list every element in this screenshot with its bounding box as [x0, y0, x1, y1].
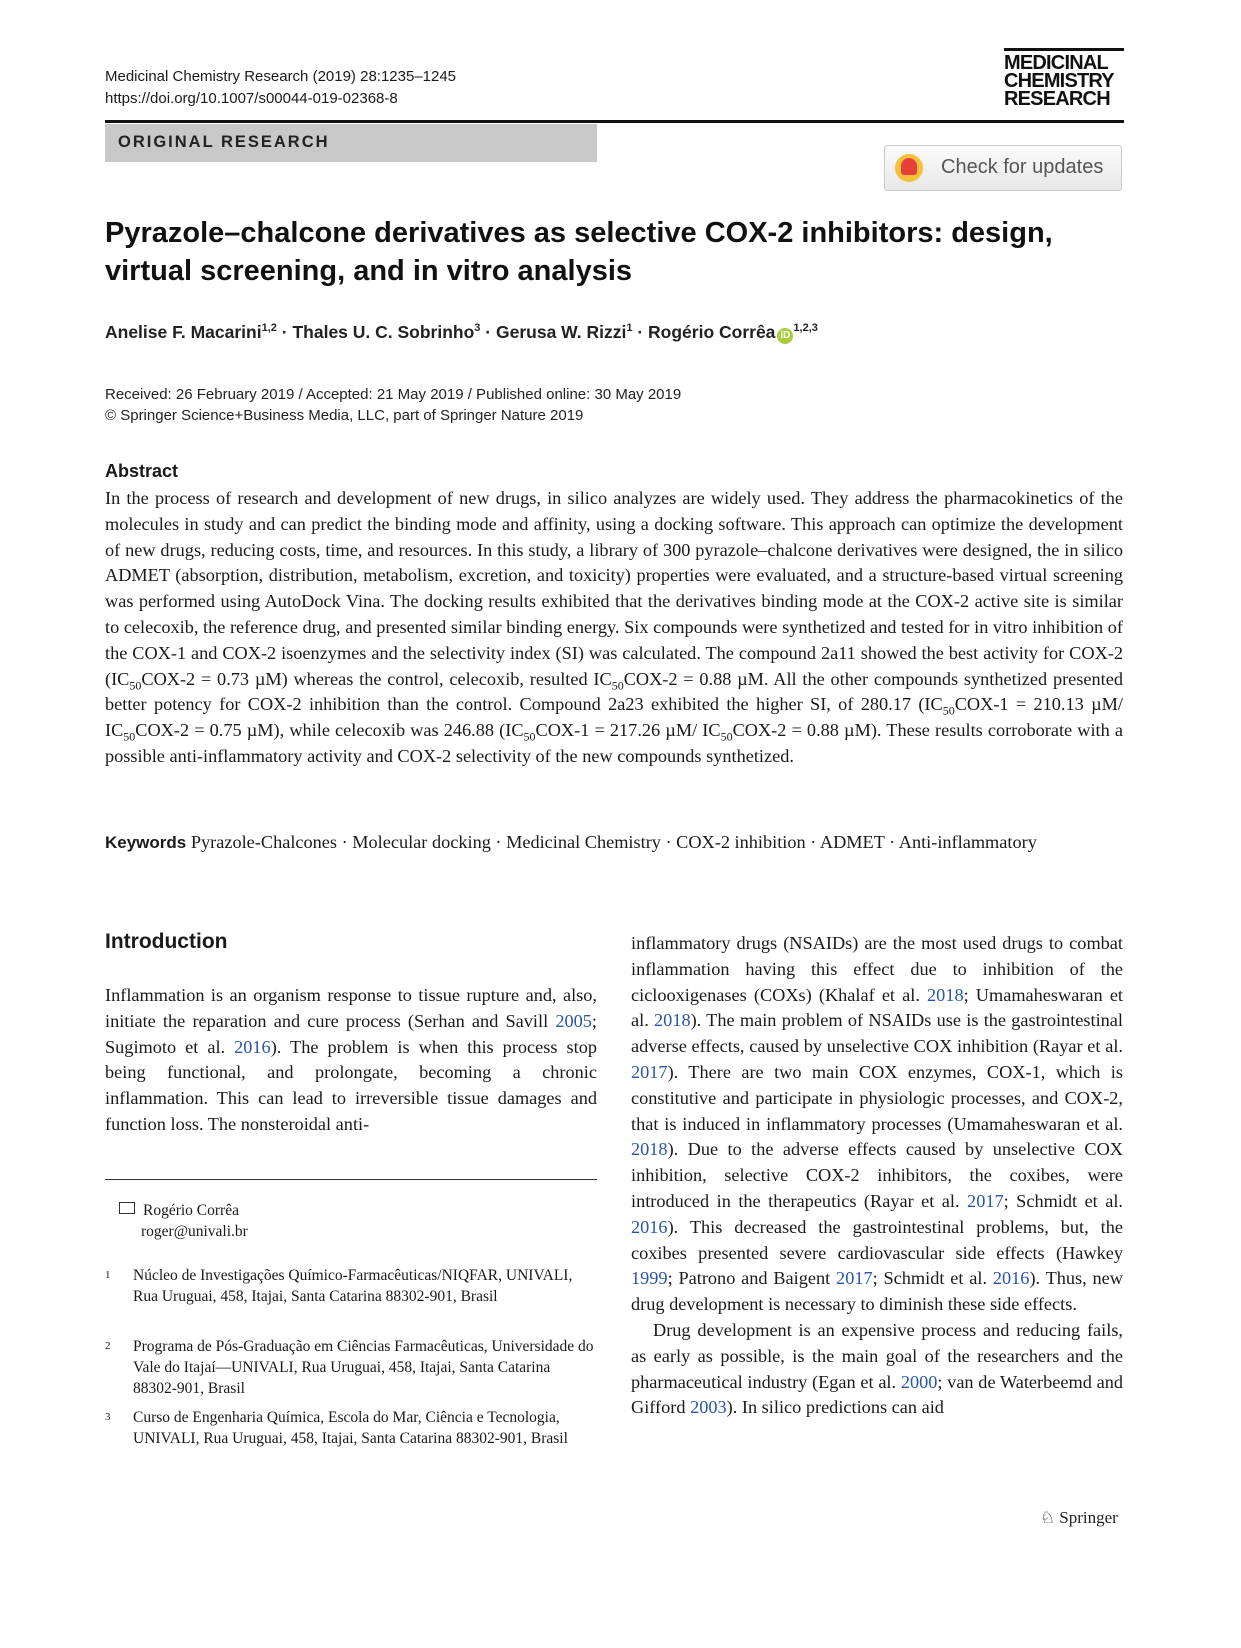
- logo-rule: [1004, 48, 1124, 51]
- affiliation-footnote: [105, 1265, 597, 1307]
- author-name[interactable]: Thales U. C. Sobrinho: [292, 322, 475, 342]
- logo-word-1: MEDICINAL: [1004, 52, 1108, 74]
- author-separator: ·: [485, 322, 492, 342]
- intro-left-column: [105, 983, 597, 1138]
- body-text: ). The main problem of NSAIDs use is the gastrointestinal adverse effects, caused by unselective COX inhibition (Rayar et al.: [631, 1010, 1123, 1057]
- citation-link[interactable]: 2005: [555, 1010, 592, 1031]
- corresponding-email[interactable]: roger@univali.br: [141, 1223, 248, 1240]
- abstract-text: COX-2 = 0.88 µM. All the other compounds synthetized presented better potency for COX-2 inhibition than the control. Compound 2a23 exhibited the higher SI, of 280.17 (IC: [105, 668, 1123, 715]
- author-separator: ·: [637, 322, 644, 342]
- footnote-text: Curso de Engenharia Química, Escola do Mar, Ciência e Tecnologia, UNIVALI, Rua Uruguai, 458, Itajai, Santa Catarina 88302-901, Brasil: [133, 1409, 568, 1447]
- affiliation-footnote: [105, 1407, 597, 1449]
- author-affiliation: 3: [474, 322, 481, 335]
- body-text: ; Patrono and Baigent: [667, 1268, 837, 1289]
- footnote-text: Núcleo de Investigações Químico-Farmacêuticas/NIQFAR, UNIVALI, Rua Uruguai, 458, Itajai, Santa Catarina 88302-901, Brasil: [133, 1267, 573, 1305]
- citation-link[interactable]: 2017: [836, 1268, 873, 1289]
- body-text: ). There are two main COX enzymes, COX-1, which is constitutive and participate in physiologic processes, and COX-2, that is induced in inflammatory processes (Umamaheswaran et al.: [631, 1061, 1123, 1134]
- keywords: [105, 830, 1065, 856]
- envelope-icon: [119, 1202, 135, 1214]
- header-rule: [105, 120, 1124, 123]
- journal-citation: [105, 66, 456, 110]
- body-text: ; Schmidt et al.: [872, 1268, 993, 1289]
- body-text: ). The problem is when this process stop being functional, and prolongate, becoming a chronic inflammation. This can lead to irreversible tissue damages and function loss. The nonsteroidal anti-: [105, 1036, 597, 1134]
- footnote-number: 3: [105, 1411, 111, 1423]
- body-text: inflammatory drugs (NSAIDs) are the most used drugs to combat inflammation having this effect due to inhibition of the ciclooxigenases (COXs) (Khalaf et al.: [631, 933, 1123, 1005]
- citation-link[interactable]: 2016: [631, 1216, 668, 1237]
- body-text: ). Due to the adverse effects caused by unselective COX inhibition, selective COX-2 inhibitors, the coxibes, were introduced in the therapeutics (Rayar et al.: [631, 1139, 1123, 1211]
- corresponding-author: [105, 1200, 597, 1242]
- abstract-text: COX-1 = 217.26 µM/ IC: [535, 720, 721, 741]
- footnote-number: 1: [105, 1269, 111, 1281]
- introduction-heading: Introduction: [105, 930, 228, 953]
- body-text: ). This decreased the gastrointestinal problems, but, the coxibes presented severe cardiovascular side effects (Hawkey: [631, 1216, 1123, 1263]
- author-affiliation: 1,2,3: [793, 322, 818, 335]
- journal-logo: [1004, 48, 1124, 108]
- abstract-text: COX-2 = 0.75 µM), while celecoxib was 246.88 (IC: [135, 720, 524, 741]
- keywords-label: Keywords: [105, 833, 187, 852]
- abstract-text: COX-2 = 0.88 µM). These results corroborate with a possible anti-inflammatory activity and COX-2 selectivity of the new compounds synthetized.: [105, 720, 1123, 766]
- intro-right-column: [631, 931, 1123, 1421]
- body-text: Drug development is an expensive process and reducing fails, as early as possible, is the main goal of the researchers and the pharmaceutical industry (Egan et al.: [631, 1319, 1123, 1392]
- abstract-text: COX-2 = 0.73 µM) whereas the control, celecoxib, resulted IC: [141, 668, 612, 689]
- check-for-updates-label: Check for updates: [941, 156, 1104, 178]
- publisher-logo: [1040, 1508, 1118, 1528]
- body-text: Inflammation is an organism response to tissue rupture and, also, initiate the reparation and cure process (Serhan and Savill: [105, 985, 597, 1031]
- author-separator: ·: [281, 322, 288, 342]
- logo-word-2: CHEMISTRY: [1004, 70, 1114, 92]
- publication-dates: [105, 384, 681, 426]
- citation-link[interactable]: 2017: [967, 1190, 1004, 1211]
- author-name[interactable]: Anelise F. Macarini: [105, 322, 262, 342]
- footnote-number: 2: [105, 1340, 111, 1352]
- body-text: ). Thus, new drug development is necessary to diminish these side effects.: [631, 1268, 1123, 1315]
- title-line-1: Pyrazole–chalcone derivatives as selective COX-2 inhibitors: design,: [105, 217, 1053, 249]
- copyright-line: © Springer Science+Business Media, LLC, part of Springer Nature 2019: [105, 407, 584, 424]
- subscript: 50: [611, 678, 624, 693]
- keywords-list: Pyrazole-Chalcones · Molecular docking · Medicinal Chemistry · COX-2 inhibition · ADMET · Anti-inflammatory: [190, 832, 1037, 852]
- abstract-text: In the process of research and development of new drugs, in silico analyzes are widely used. They address the pharmacokinetics of the molecules in study and can predict the binding mode and affinity, using a docking software. This approach can optimize the development of new drugs, reducing costs, time, and resources. In this study, a library of 300 pyrazole–chalcone derivatives were designed, the in silico ADMET (absorption, distribution, metabolism, excretion, and toxicity) properties were evaluated, and a structure-based virtual screening was performed using AutoDock Vina. The docking results exhibited that the derivatives binding mode at the COX-2 active site is similar to celecoxib, the reference drug, and presented similar binding energy. Six compounds were synthetized and tested for in vitro inhibition of the COX-1 and COX-2 isoenzymes and the selectivity index (SI) was calculated. The compound 2a11 showed the best activity for COX-2 (IC: [105, 488, 1123, 689]
- citation-link[interactable]: 2018: [654, 1010, 691, 1031]
- orcid-icon[interactable]: iD: [777, 328, 793, 344]
- logo-word-3: RESEARCH: [1004, 88, 1110, 110]
- subscript: 50: [123, 729, 136, 744]
- author-affiliation: 1: [626, 322, 633, 335]
- author-name[interactable]: Rogério Corrêa: [648, 322, 776, 342]
- article-title: [105, 214, 1065, 290]
- author-affiliation: 1,2: [261, 322, 277, 335]
- citation-link[interactable]: 2017: [631, 1061, 668, 1082]
- publisher-name: Springer: [1059, 1508, 1118, 1527]
- corresponding-name: Rogério Corrêa: [143, 1202, 239, 1219]
- check-for-updates-button[interactable]: [884, 145, 1122, 191]
- doi-link[interactable]: https://doi.org/10.1007/s00044-019-02368-8: [105, 90, 398, 107]
- paragraph: [631, 931, 1123, 1318]
- author-name[interactable]: Gerusa W. Rizzi: [496, 322, 627, 342]
- citation-link[interactable]: 2000: [900, 1371, 938, 1392]
- subscript: 50: [129, 678, 142, 693]
- body-text: ). In silico predictions can aid: [726, 1397, 944, 1418]
- title-line-2: virtual screening, and in vitro analysis: [105, 255, 633, 287]
- subscript: 50: [720, 729, 733, 744]
- citation-link[interactable]: 1999: [631, 1268, 668, 1289]
- crossmark-icon: [895, 154, 923, 182]
- body-text: ; van de Waterbeemd and Gifford: [631, 1371, 1123, 1418]
- subscript: 50: [523, 729, 536, 744]
- affiliation-footnote: [105, 1336, 597, 1399]
- body-text: ; Umamaheswaran et al.: [631, 984, 1124, 1031]
- abstract-heading: Abstract: [105, 461, 179, 481]
- citation-link[interactable]: 2016: [992, 1268, 1030, 1289]
- abstract-text: COX-1 = 210.13 µM/ IC: [105, 694, 1123, 741]
- footnote-rule: [105, 1179, 597, 1180]
- dates-line: Received: 26 February 2019 / Accepted: 21 May 2019 / Published online: 30 May 2019: [105, 386, 682, 403]
- citation-link[interactable]: 2018: [631, 1139, 668, 1160]
- footnote-text: Programa de Pós-Graduação em Ciências Farmacêuticas, Universidade do Vale do Itajaí—UNIVALI, Rua Uruguai, 458, Itajai, Santa Catarina 88302-901, Brasil: [133, 1338, 594, 1397]
- author-list: [105, 322, 818, 344]
- body-text: ; Sugimoto et al.: [105, 1010, 597, 1057]
- springer-horse-icon: ♘: [1040, 1508, 1056, 1527]
- abstract-body: [105, 486, 1123, 770]
- citation-link[interactable]: 2003: [690, 1397, 727, 1418]
- paragraph: [631, 1318, 1123, 1421]
- section-label: ORIGINAL RESEARCH: [118, 133, 330, 151]
- subscript: 50: [942, 704, 955, 719]
- body-text: ; Schmidt et al.: [1003, 1190, 1123, 1211]
- journal-citation-line: Medicinal Chemistry Research (2019) 28:1235–1245: [105, 68, 457, 85]
- citation-link[interactable]: 2016: [234, 1036, 271, 1057]
- citation-link[interactable]: 2018: [927, 984, 964, 1005]
